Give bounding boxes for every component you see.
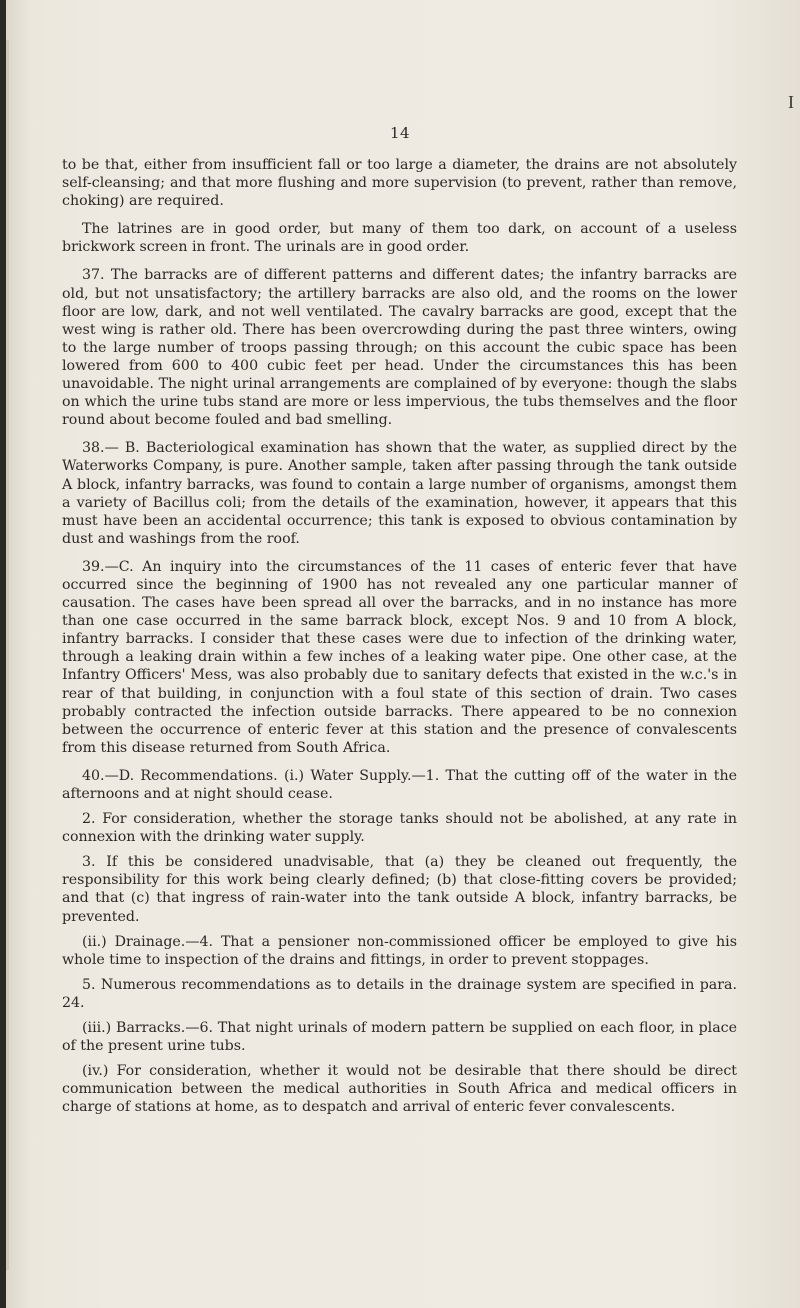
paragraph-38-bacteriological: 38.— B. Bacteriological examination has shown that the water, as supplied direct by the Waterworks Company, is pure. Another sample, taken after passing through the tank outside A block, infantry barracks, was found to contain a large number of organisms, amongst them a variety of Bacillus coli; from the details of the examination, however, it appears that this must have been an accidental occurrence; this tank is exposed to obvious contamination by dust and washings from the roof. bbox=[62, 440, 737, 547]
corner-mark: I bbox=[788, 92, 794, 112]
paragraph-barracks-urinals: (iii.) Barracks.—6. That night urinals of modern pattern be supplied on each floor, in place of the present urine tubs. bbox=[62, 1020, 737, 1055]
paragraph-drainage: (ii.) Drainage.—4. That a pensioner non-commissioned officer be employed to give his whole time to inspection of the drains and fittings, in order to prevent stoppages. bbox=[62, 933, 737, 968]
paragraph-latrines: The latrines are in good order, but many of them too dark, on account of a useless brickwork screen in front. The urinals are in good order. bbox=[62, 221, 737, 256]
paragraph-39-enteric-inquiry: 39.—C. An inquiry into the circumstances of the 11 cases of enteric fever that have occurred since the beginning of 1900 has not revealed any one particular manner of causation. The cases have been spread all over the barracks, and in no instance has more than one case occurred in the same barrack block, except Nos. 9 and 10 from A block, infantry barracks. I consider that these cases were due to infection of the drinking water, through a leaking drain within a few inches of a leaking water pipe. One other case, at the Infantry Officers' Mess, was also probably due to sanitary defects that existed in the w.c.'s in rear of that building, in conjunction with a foul state of this section of drain. Two cases probably contracted the infection outside barracks. There appeared to be no connexion between the occurrence of enteric fever at this station and the presence of convalescents from this disease returned from South Africa. bbox=[62, 558, 737, 756]
paragraph-37-barracks: 37. The barracks are of different patterns and different dates; the infantry barracks are old, but not unsatisfactory; the artillery barracks are also old, and the rooms on the lower floor are low, dark, and not well ventilated. The cavalry barracks are good, except that the west wing is rather old. There has been overcrowding during the past three winters, owing to the large number of troops passing through; on this account the cubic space has been lowered from 600 to 400 cubic feet per head. Under the circumstances this has been unavoidable. The night urinal arrangements are complained of by everyone: though the slabs on which the urine tubs stand are more or less impervious, the tubs themselves and the floor round about become fouled and bad smelling. bbox=[62, 267, 737, 429]
paragraph-drainage-details: 5. Numerous recommendations as to details in the drainage system are specified in para. 24. bbox=[62, 976, 737, 1011]
page-number: 14 bbox=[389, 124, 411, 142]
paragraph-drains-continued: to be that, either from insufficient fall or too large a diameter, the drains are not absolutely self-cleansing; and that more flushing and more supervision (to prevent, rather than remove, choking) are required. bbox=[62, 157, 737, 210]
paragraph-40-recommendations: 40.—D. Recommendations. (i.) Water Supply.—1. That the cutting off of the water in the afternoons and at night should cease. bbox=[62, 767, 737, 802]
paragraph-tank-cleaning: 3. If this be considered unadvisable, that (a) they be cleaned out frequently, the responsibility for this work being clearly defined; (b) that close-fitting covers be provided; and that (c) that ingress of rain-water into the tank outside A block, infantry barracks, be prevented. bbox=[62, 854, 737, 925]
body-text bbox=[62, 156, 737, 1117]
paragraph-convalescents: (iv.) For consideration, whether it would not be desirable that there should be direct communication between the medical authorities in South Africa and medical officers in charge of stations at home, as to despatch and arrival of enteric fever convalescents. bbox=[62, 1063, 737, 1116]
paragraph-storage-tanks: 2. For consideration, whether the storage tanks should not be abolished, at any rate in connexion with the drinking water supply. bbox=[62, 811, 737, 846]
page-gutter-shadow bbox=[6, 40, 9, 1270]
